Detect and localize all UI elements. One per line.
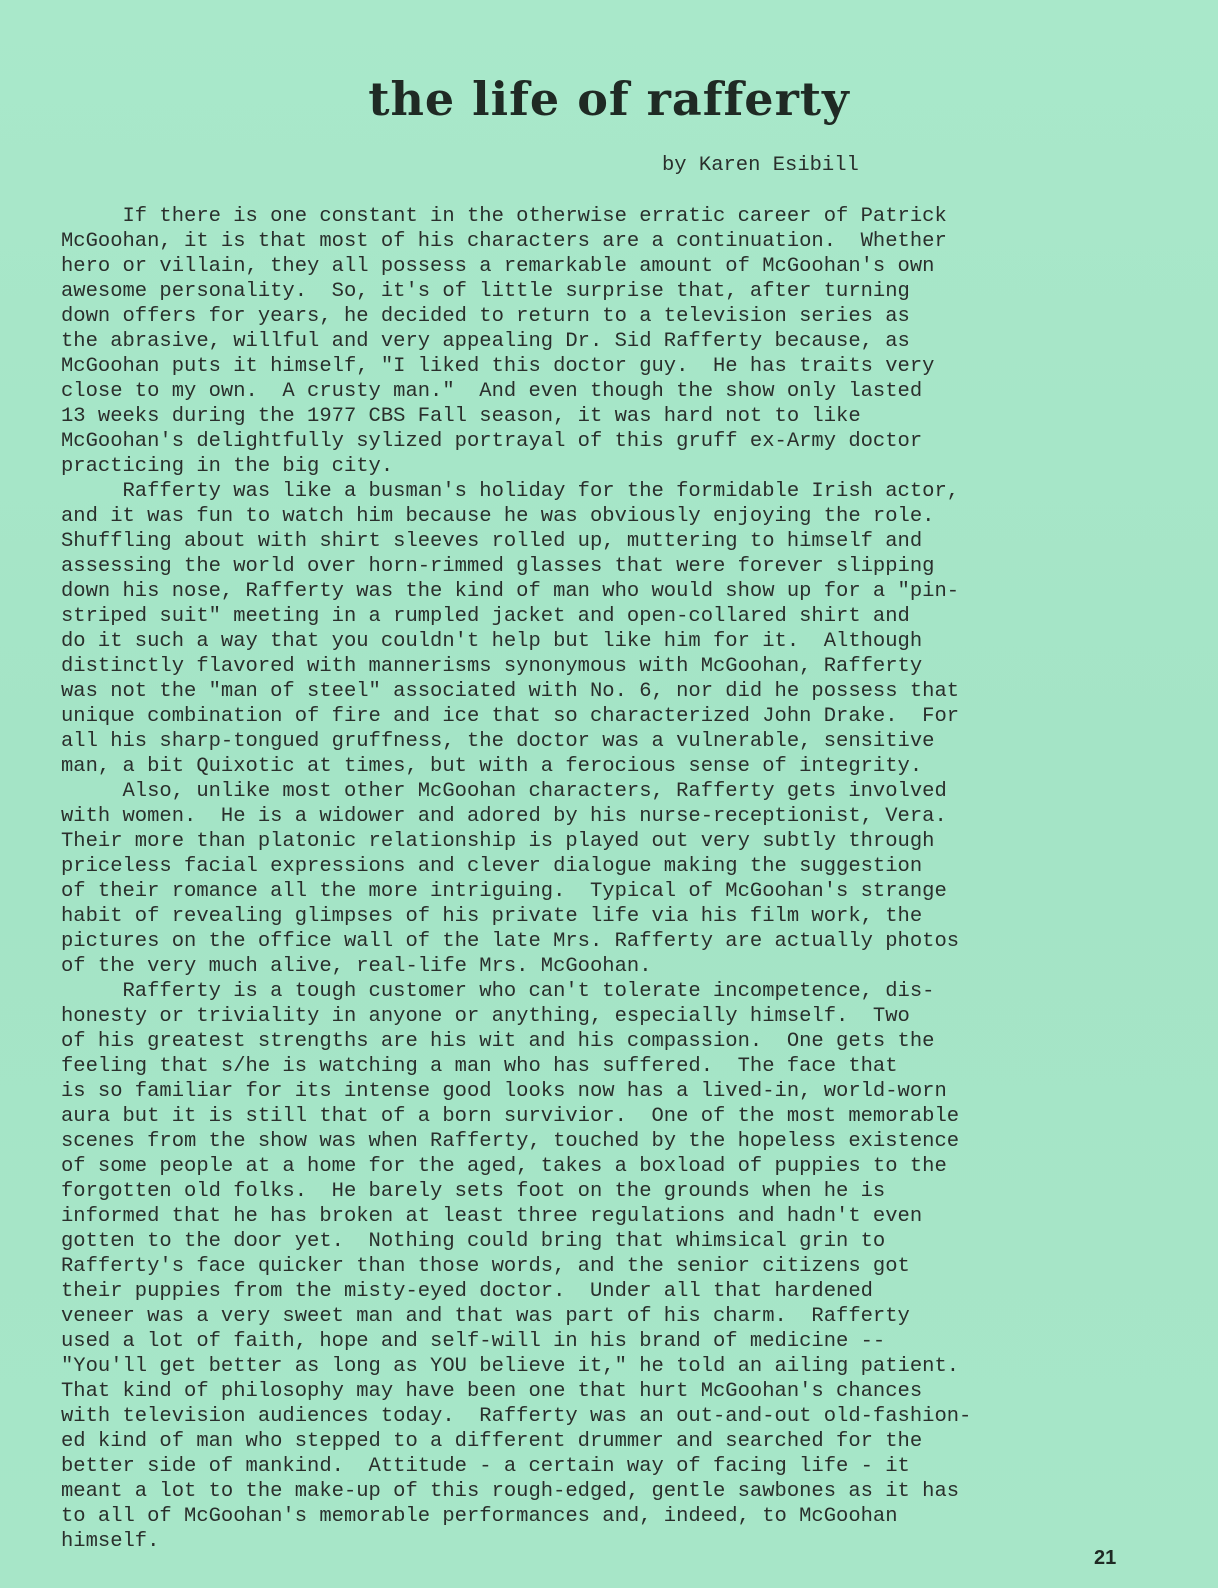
body-line: to all of McGoohan's memorable performances and, indeed, to McGoohan [61, 1505, 898, 1528]
body-line: all his sharp-tongued gruffness, the doctor was a vulnerable, sensitive [61, 730, 935, 753]
body-line: of his greatest strengths are his wit and his compassion. One gets the [61, 1030, 935, 1053]
article-title: the life of rafferty [368, 72, 850, 126]
body-line: hero or villain, they all possess a remarkable amount of McGoohan's own [61, 255, 935, 278]
body-line: Rafferty was like a busman's holiday for the formidable Irish actor, [61, 480, 960, 503]
body-line: McGoohan, it is that most of his characters are a continuation. Whether [61, 230, 947, 253]
body-line: priceless facial expressions and clever dialogue making the suggestion [61, 855, 923, 878]
body-line: Also, unlike most other McGoohan characters, Rafferty gets involved [61, 780, 947, 803]
body-line: If there is one constant in the otherwise erratic career of Patrick [61, 205, 947, 228]
article-body [61, 204, 1191, 1554]
body-line: forgotten old folks. He barely sets foot on the grounds when he is [61, 1180, 886, 1203]
body-line: better side of mankind. Attitude - a certain way of facing life - it [61, 1455, 910, 1478]
body-line: was not the "man of steel" associated with No. 6, nor did he possess that [61, 680, 960, 703]
body-line: of their romance all the more intriguing. Typical of McGoohan's strange [61, 880, 947, 903]
body-line: 13 weeks during the 1977 CBS Fall season, it was hard not to like [61, 405, 861, 428]
body-line: McGoohan puts it himself, "I liked this doctor guy. He has traits very [61, 355, 935, 378]
body-line: striped suit" meeting in a rumpled jacket and open-collared shirt and [61, 605, 910, 628]
page-number: 21 [1094, 1547, 1117, 1569]
body-line: is so familiar for its intense good looks now has a lived-in, world-worn [61, 1080, 947, 1103]
body-line: meant a lot to the make-up of this rough-edged, gentle sawbones as it has [61, 1480, 960, 1503]
body-line: honesty or triviality in anyone or anything, especially himself. Two [61, 1005, 910, 1028]
body-line: Shuffling about with shirt sleeves rolled up, muttering to himself and [61, 530, 923, 553]
body-line: informed that he has broken at least three regulations and hadn't even [61, 1205, 923, 1228]
body-line: ed kind of man who stepped to a different drummer and searched for the [61, 1430, 923, 1453]
body-line: do it such a way that you couldn't help but like him for it. Although [61, 630, 923, 653]
body-line: their puppies from the misty-eyed doctor. Under all that hardened [61, 1280, 873, 1303]
body-line: down his nose, Rafferty was the kind of man who would show up for a "pin- [61, 580, 960, 603]
article-byline: by Karen Esibill [662, 154, 859, 177]
body-line: pictures on the office wall of the late Mrs. Rafferty are actually photos [61, 930, 960, 953]
body-line: and it was fun to watch him because he was obviously enjoying the role. [61, 505, 935, 528]
body-line: with women. He is a widower and adored by his nurse-receptionist, Vera. [61, 805, 947, 828]
body-line: veneer was a very sweet man and that was part of his charm. Rafferty [61, 1305, 910, 1328]
body-line: assessing the world over horn-rimmed glasses that were forever slipping [61, 555, 935, 578]
body-line: practicing in the big city. [61, 455, 394, 478]
body-line: Rafferty's face quicker than those words, and the senior citizens got [61, 1255, 910, 1278]
body-line: habit of revealing glimpses of his private life via his film work, the [61, 905, 923, 928]
body-line: unique combination of fire and ice that so characterized John Drake. For [61, 705, 960, 728]
body-line: feeling that s/he is watching a man who has suffered. The face that [61, 1055, 898, 1078]
body-line: Rafferty is a tough customer who can't tolerate incompetence, dis- [61, 980, 935, 1003]
body-line: man, a bit Quixotic at times, but with a ferocious sense of integrity. [61, 755, 923, 778]
body-line: of the very much alive, real-life Mrs. McGoohan. [61, 955, 652, 978]
body-line: the abrasive, willful and very appealing Dr. Sid Rafferty because, as [61, 330, 910, 353]
body-line: aura but it is still that of a born survivior. One of the most memorable [61, 1105, 960, 1128]
body-line: gotten to the door yet. Nothing could bring that whimsical grin to [61, 1230, 886, 1253]
body-line: distinctly flavored with mannerisms synonymous with McGoohan, Rafferty [61, 655, 923, 678]
body-line: used a lot of faith, hope and self-will in his brand of medicine -- [61, 1330, 886, 1353]
body-line: of some people at a home for the aged, takes a boxload of puppies to the [61, 1155, 947, 1178]
body-line: awesome personality. So, it's of little surprise that, after turning [61, 280, 910, 303]
body-line: scenes from the show was when Rafferty, touched by the hopeless existence [61, 1130, 960, 1153]
body-line: close to my own. A crusty man." And even though the show only lasted [61, 380, 923, 403]
body-line: himself. [61, 1530, 160, 1553]
body-line: McGoohan's delightfully sylized portrayal of this gruff ex-Army doctor [61, 430, 923, 453]
body-line: "You'll get better as long as YOU believe it," he told an ailing patient. [61, 1355, 960, 1378]
body-line: That kind of philosophy may have been one that hurt McGoohan's chances [61, 1380, 923, 1403]
body-line: with television audiences today. Rafferty was an out-and-out old-fashion- [61, 1405, 972, 1428]
body-line: down offers for years, he decided to return to a television series as [61, 305, 910, 328]
body-line: Their more than platonic relationship is played out very subtly through [61, 830, 935, 853]
